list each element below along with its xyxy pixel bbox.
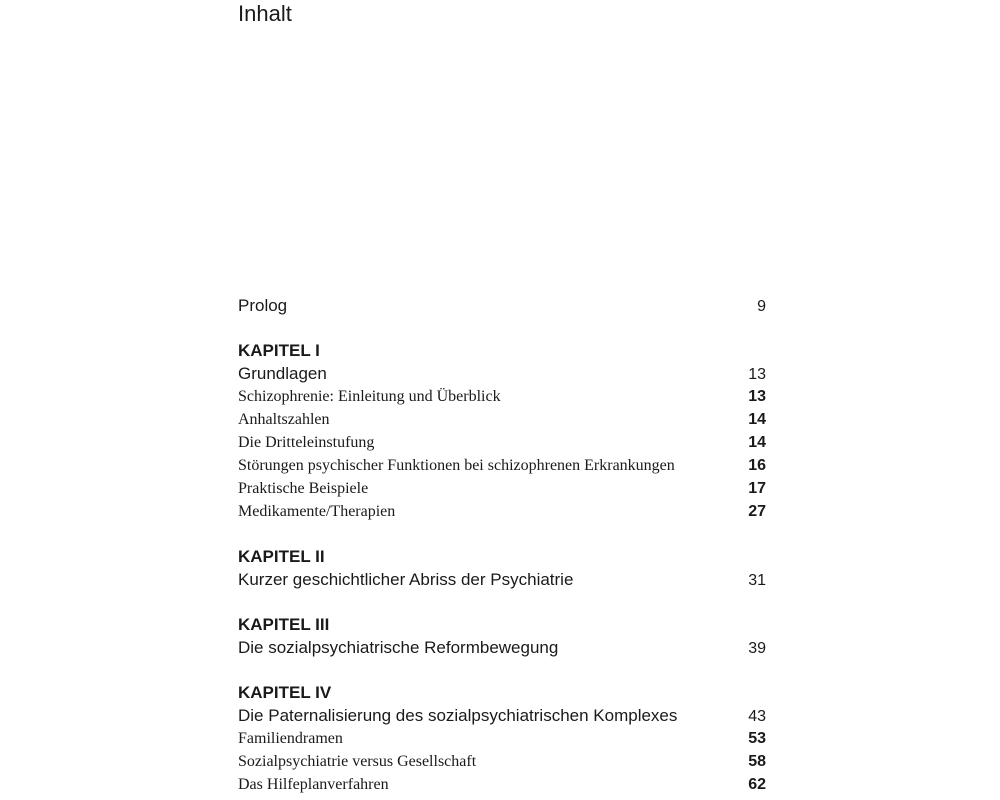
toc-entry[interactable] <box>238 454 766 477</box>
toc-page-number: 16 <box>748 457 766 474</box>
toc-entry-label: Sozialpsychiatrie versus Gesellschaft <box>238 753 477 770</box>
chapter-2-label: KAPITEL II <box>238 547 325 566</box>
chapter-1-heading[interactable] <box>238 362 766 385</box>
toc-page-number: 27 <box>748 503 766 520</box>
toc-entry[interactable] <box>238 773 766 796</box>
chapter-2-heading[interactable] <box>238 568 766 591</box>
toc-page-number: 53 <box>748 730 766 747</box>
toc-page-number: 17 <box>748 480 766 497</box>
toc-entry[interactable] <box>238 750 766 773</box>
toc-page-number: 43 <box>748 708 766 725</box>
toc-entry-label: Das Hilfeplanverfahren <box>238 776 389 793</box>
toc-page-number: 14 <box>748 411 766 428</box>
toc-entry[interactable] <box>238 477 766 500</box>
toc-entry[interactable] <box>238 500 766 523</box>
toc-page-number: 13 <box>748 366 766 383</box>
toc-page-number: 13 <box>748 388 766 405</box>
toc-entry-label: Kurzer geschichtlicher Abriss der Psychiatrie <box>238 570 574 589</box>
page-title: Inhalt <box>238 1 292 26</box>
toc-entry-label: Die Paternalisierung des sozialpsychiatrischen Komplexes <box>238 706 678 725</box>
chapter-4-heading[interactable] <box>238 704 766 727</box>
chapter-1-label: KAPITEL I <box>238 341 320 360</box>
toc-page-number: 14 <box>748 434 766 451</box>
toc-entry-label: Grundlagen <box>238 364 327 383</box>
toc-page-number: 39 <box>748 640 766 657</box>
chapter-3-label: KAPITEL III <box>238 615 330 634</box>
toc-entry[interactable] <box>238 431 766 454</box>
toc-entry-label: Prolog <box>238 296 288 315</box>
chapter-4-label: KAPITEL IV <box>238 683 332 702</box>
toc-entry[interactable] <box>238 408 766 431</box>
toc-entry-label: Die sozialpsychiatrische Reformbewegung <box>238 638 559 657</box>
toc-entry[interactable] <box>238 727 766 750</box>
toc-page-number: 9 <box>757 298 766 315</box>
toc-entry-label: Störungen psychischer Funktionen bei schizophrenen Erkrankungen <box>238 457 675 474</box>
toc-page-number: 31 <box>748 572 766 589</box>
chapter-3-heading[interactable] <box>238 636 766 659</box>
toc-entry-label: Schizophrenie: Einleitung und Überblick <box>238 388 501 405</box>
toc-page <box>238 0 766 800</box>
toc-page-number: 62 <box>748 776 766 793</box>
toc-page-number: 58 <box>748 753 766 770</box>
toc-prolog[interactable] <box>238 294 766 317</box>
toc-entry-label: Medikamente/Therapien <box>238 503 396 520</box>
toc-entry-label: Praktische Beispiele <box>238 480 369 497</box>
table-of-contents <box>238 294 766 796</box>
toc-entry-label: Anhaltszahlen <box>238 411 330 428</box>
toc-entry-label: Die Dritteleinstufung <box>238 434 375 451</box>
toc-entry[interactable] <box>238 385 766 408</box>
toc-entry-label: Familiendramen <box>238 730 343 747</box>
